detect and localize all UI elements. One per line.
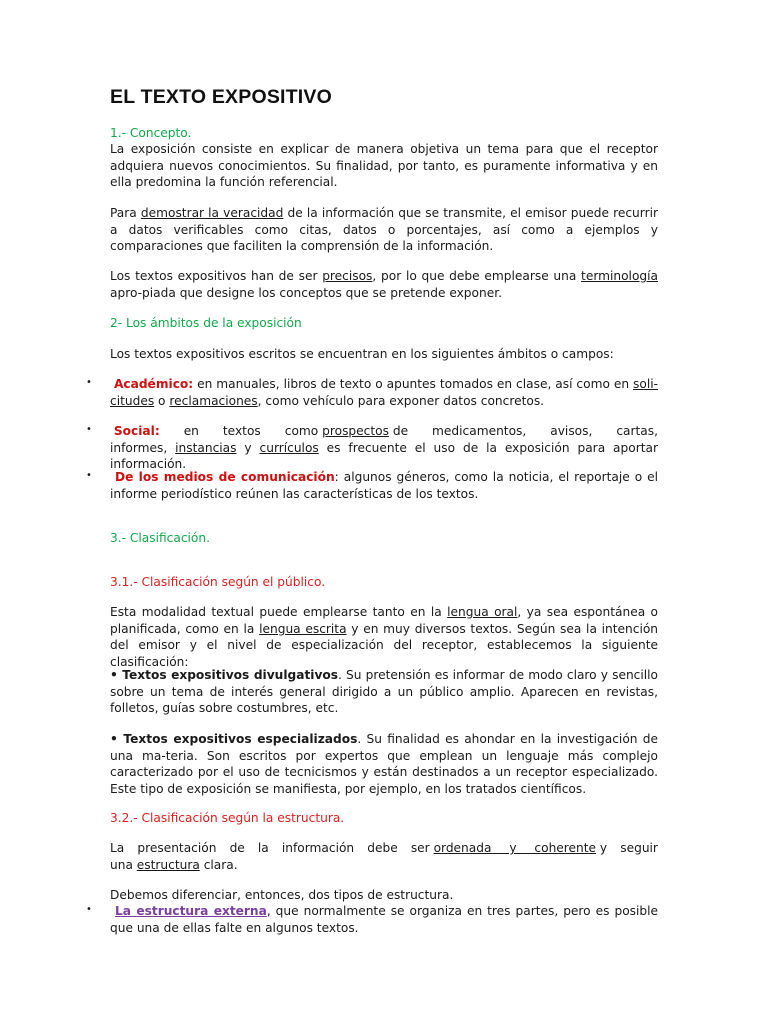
estructura-paragraph: La presentación de la información debe ser ordenada y coherente y seguir una estructura clara. (110, 841, 658, 872)
link-prospectos[interactable]: prospectos (322, 424, 389, 438)
tipos-estructura-paragraph: Debemos diferenciar, entonces, dos tipos de estructura. (110, 888, 454, 902)
divulgativos-paragraph: • Textos expositivos divulgativos. Su pretensión es informar de modo claro y sencillo sobre un tema de interés general dirigido a un público amplio. Aparecen en revistas, folletos, guías sobre costumbres, etc. (110, 668, 658, 716)
concept-paragraph-1: La exposición consiste en explicar de manera objetiva un tema para que el receptor adquiera nuevos conocimientos. Su finalidad, por tanto, es puramente informativa y en ella predomina la función referencial. (110, 142, 658, 190)
link-instancias[interactable]: instancias (175, 440, 237, 455)
bullet-marker: • (86, 904, 92, 915)
concept-paragraph-2: Para demostrar la veracidad de la información que se transmite, el emisor puede recurrir a datos verificables como citas, datos o porcentajes, así como a ejemplos y comparaciones que faciliten la comprensión de la información. (110, 206, 658, 254)
concept-paragraph-3: Los textos expositivos han de ser precisos, por lo que debe emplearse una terminología apro-piada que designe los conceptos que se pretende exponer. (110, 269, 658, 300)
page-title: EL TEXTO EXPOSITIVO (110, 86, 332, 108)
list-item-academico: Académico: en manuales, libros de texto o apuntes tomados en clase, así como en soli-citudes o reclamaciones, como vehículo para exponer datos concretos. (110, 377, 658, 408)
bullet-marker: • (86, 377, 92, 388)
link-estructura-externa[interactable]: La estructura externa (115, 904, 267, 918)
list-item-medios: De los medios de comunicación: algunos géneros, como la noticia, el reportaje o el informe periodístico reúnen las características de los textos. (110, 470, 659, 501)
link-reclamaciones[interactable]: reclamaciones (169, 393, 258, 408)
bullet-marker: • (86, 470, 92, 481)
link-lengua-oral[interactable]: lengua oral (447, 605, 518, 619)
section-2-heading: 2- Los ámbitos de la exposición (110, 316, 302, 330)
section-3-2-heading: 3.2.- Clasificación según la estructura. (110, 811, 345, 825)
link-precisos[interactable]: precisos (322, 269, 373, 283)
link-estructura[interactable]: estructura (136, 857, 200, 872)
link-solicitudes[interactable]: soli-citudes (110, 377, 658, 408)
section-3-1-heading: 3.1.- Clasificación según el público. (110, 575, 326, 589)
bullet-marker: • (86, 424, 92, 435)
link-ordenada-coherente[interactable]: ordenada y coherente (433, 841, 597, 855)
publico-paragraph: Esta modalidad textual puede emplearse tanto en la lengua oral, ya sea espontánea o planificada, como en la lengua escrita y en muy diversos textos. Según sea la intención del emisor y el nivel de especialización del receptor, establecemos la siguiente clasificación: (110, 605, 659, 669)
section-3-heading: 3.- Clasificación. (110, 531, 210, 545)
link-lengua-escrita[interactable]: lengua escrita (259, 621, 347, 636)
link-demostrar-veracidad[interactable]: demostrar la veracidad (140, 206, 284, 220)
section-1-heading: 1.- Concepto. (110, 126, 192, 140)
link-terminologia[interactable]: terminología (581, 269, 658, 283)
list-item-social: Social: en textos como prospectos de medicamentos, avisos, cartas, informes, instancias y currículos es frecuente el uso de la exposición para aportar información. (110, 424, 658, 472)
link-curriculos[interactable]: currículos (259, 440, 319, 455)
list-item-estructura-externa: La estructura externa, que normalmente se organiza en tres partes, pero es posible que una de ellas falte en algunos textos. (110, 904, 659, 935)
especializados-paragraph: • Textos expositivos especializados. Su finalidad es ahondar en la investigación de una ma-teria. Son escritos por expertos que emplean un lenguaje más complejo caracterizado por el uso de tecnicismos y están destinados a un receptor especializado. Este tipo de exposición se manifiesta, por ejemplo, en los tratados científicos. (110, 732, 658, 796)
ambitos-intro: Los textos expositivos escritos se encuentran en los siguientes ámbitos o campos: (110, 347, 614, 361)
